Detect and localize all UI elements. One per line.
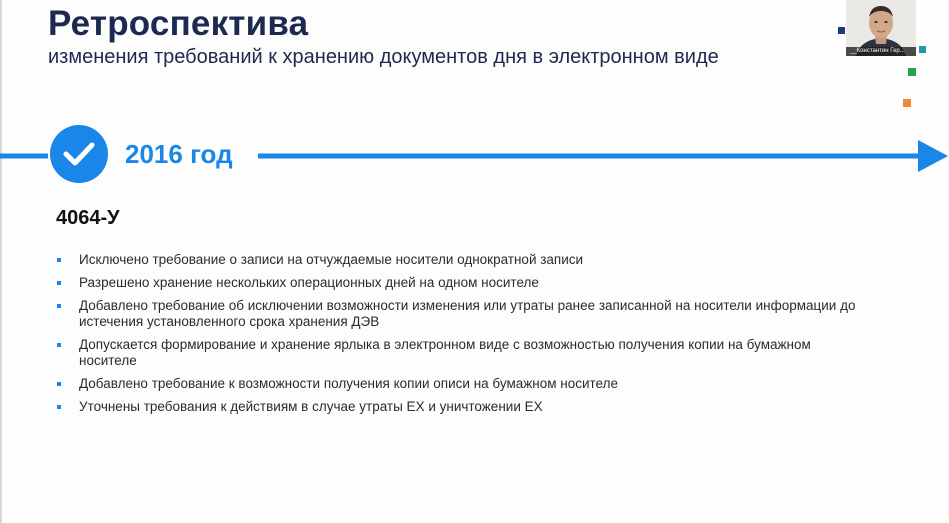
bullet-icon	[57, 281, 61, 285]
list-item	[57, 399, 857, 415]
list-item-text: Добавлено требование к возможности получения копии описи на бумажном носителе	[79, 376, 618, 391]
changes-list	[57, 252, 857, 422]
decor-square-teal	[919, 46, 926, 53]
bullet-icon	[57, 382, 61, 386]
list-item	[57, 298, 857, 330]
slide-left-border	[0, 0, 2, 523]
checkmark-icon	[49, 124, 109, 184]
timeline-year-label: 2016 год	[125, 139, 233, 169]
list-item-text: Разрешено хранение нескольких операционных дней на одном носителе	[79, 275, 539, 290]
list-item	[57, 275, 857, 291]
list-item-text: Допускается формирование и хранение ярлыка в электронном виде с возможностью получения копии на бумажном носителе	[79, 337, 811, 368]
bullet-icon	[57, 405, 61, 409]
bullet-icon	[57, 304, 61, 308]
list-item-text: Исключено требование о записи на отчуждаемые носители однократной записи	[79, 252, 584, 267]
bullet-icon	[57, 258, 61, 262]
decor-square-orange	[903, 99, 911, 107]
list-item-text: Добавлено требование об исключении возможности изменения или утраты ранее записанной на носители информации до истечения установленного срока хранения ДЭВ	[79, 298, 856, 329]
list-item	[57, 252, 857, 268]
list-item	[57, 337, 857, 369]
slide-subtitle: изменения требований к хранению документов дня в электронном виде	[48, 46, 719, 68]
participant-name-label: __Константин Гер...	[846, 47, 916, 56]
bullet-icon	[57, 343, 61, 347]
list-item	[57, 376, 857, 392]
webcam-thumbnail[interactable]	[846, 0, 916, 56]
list-item-text: Уточнены требования к действиям в случае утраты ЕХ и уничтожении ЕХ	[79, 399, 543, 414]
document-code-heading: 4064-У	[56, 207, 120, 229]
slide-title: Ретроспектива	[48, 4, 309, 43]
decor-square-navy	[838, 27, 845, 34]
decor-square-green	[908, 68, 916, 76]
